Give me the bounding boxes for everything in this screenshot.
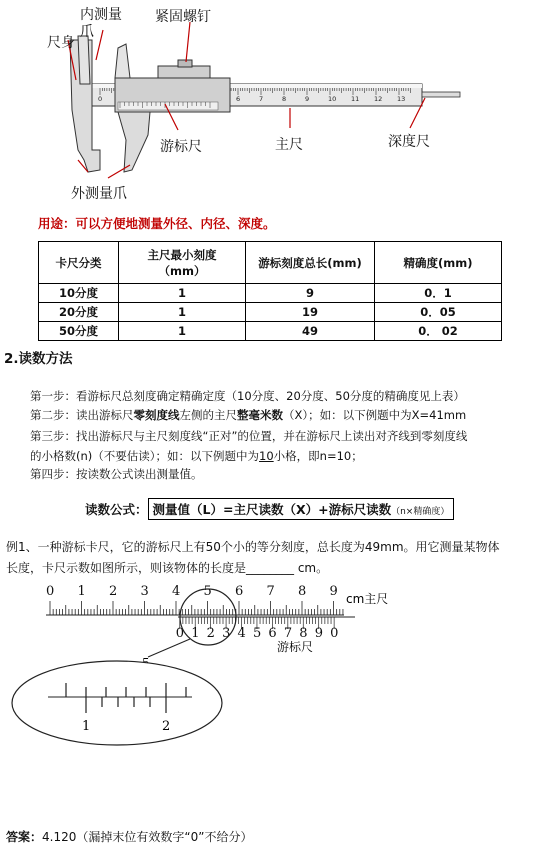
vernier-number: 0 (330, 626, 339, 641)
step-2-part: （X）；如：以下例题中为X=41mm (283, 408, 467, 422)
vernier-number: 2 (206, 626, 215, 641)
table-row (39, 322, 502, 341)
table-row (39, 303, 502, 322)
section-title: 2.读数方法 (4, 351, 73, 367)
vernier-number: 6 (268, 626, 277, 641)
precision-table (38, 241, 502, 341)
answer-label: 答案： (6, 830, 43, 844)
vernier-number: 4 (237, 626, 246, 641)
table-header-row (39, 242, 502, 284)
main-scale-number: 1 (77, 584, 86, 599)
main-scale-number: 12 (374, 95, 383, 103)
cell-min-division: 1 (119, 303, 246, 322)
cell-min-division: 1 (119, 322, 246, 341)
main-scale-number: 9 (329, 584, 338, 599)
main-scale-number: 13 (397, 95, 406, 103)
step-2-part: 左侧的主尺 (179, 408, 237, 422)
header-min-division: 主尺最小刻度 （mm） (119, 242, 246, 284)
cell-vernier-length: 49 (246, 322, 375, 341)
cell-precision: 0．1 (375, 284, 502, 303)
step-3-part: 小格，即n=10； (273, 449, 363, 463)
formula-body: 测量值（L）=主尺读数（X）+游标尺读数 (152, 502, 392, 517)
label-vernier: 游标尺 (160, 139, 202, 155)
example-line-1: 例1、一种游标卡尺，它的游标尺上有50个小的等分刻度，总长度为49mm。用它测量某物体 (6, 540, 500, 554)
main-scale-number: 6 (235, 584, 244, 599)
label-depth-rod: 深度尺 (388, 134, 430, 150)
zoom-label-1: 1 (82, 719, 91, 734)
label-body: 尺身 (47, 35, 75, 51)
step-2-emph: 整毫米数 (237, 408, 283, 422)
step-4: 第四步：按读数公式读出测量值。 (30, 467, 203, 481)
formula-label: 读数公式： (85, 502, 148, 517)
zoom-label-2: 2 (162, 719, 171, 734)
label-inner-jaw-2: 爪 (80, 24, 94, 40)
step-1: 第一步：看游标尺总刻度确定精确定度（10分度、20分度、50分度的精确度见上表） (30, 389, 465, 403)
cell-vernier-length: 19 (246, 303, 375, 322)
formula-tail: （n×精确度） (391, 507, 450, 517)
table-row (39, 284, 502, 303)
formula (85, 498, 454, 520)
step-2-emph: 零刻度线 (133, 408, 180, 422)
main-scale-number: 6 (236, 95, 241, 103)
example-part: 长度，卡尺示数如图所示，则该物体的长度是 (6, 561, 247, 575)
header-vernier-length: 游标刻度总长(mm) (246, 242, 375, 284)
cell-vernier-length: 9 (246, 284, 375, 303)
main-scale-unit: cm主尺 (346, 592, 389, 606)
vernier-number: 1 (191, 626, 200, 641)
vernier-number: 7 (283, 626, 293, 641)
label-inner-jaw: 内测量 (80, 7, 122, 23)
vernier-number: 9 (314, 626, 323, 641)
label-lock-screw: 紧固螺钉 (155, 9, 211, 25)
main-scale-number: 8 (282, 95, 287, 103)
main-scale-number: 3 (140, 584, 149, 599)
answer-blank: ________ (246, 561, 295, 575)
main-scale-number: 2 (109, 584, 118, 599)
usage-text: 用途：可以方便地测量外径、内径、深度。 (38, 216, 276, 231)
vernier-number: 3 (222, 626, 231, 641)
vernier-number: 8 (299, 626, 308, 641)
vernier-scale-label: 游标尺 (277, 640, 314, 654)
cell-type: 10分度 (39, 284, 119, 303)
main-scale-number: 7 (259, 95, 264, 103)
cell-type: 50分度 (39, 322, 119, 341)
step-2-part: 第二步：读出游标尺 (30, 408, 134, 422)
vernier-number: 0 (175, 626, 185, 641)
step-3-line1: 第三步：找出游标尺与主尺刻度线“正对”的位置，并在游标尺上读出对齐线到零刻度线 (30, 429, 468, 443)
example-line-2 (6, 559, 328, 576)
vernier-number: 5 (252, 626, 262, 641)
formula-box (148, 498, 455, 520)
main-scale-number: 5 (203, 584, 212, 599)
header-type: 卡尺分类 (39, 242, 119, 284)
step-3-line2 (30, 448, 363, 464)
cell-type: 20分度 (39, 303, 119, 322)
cell-min-division: 1 (119, 284, 246, 303)
example-part: cm。 (294, 561, 329, 575)
header-precision: 精确度(mm) (375, 242, 502, 284)
main-scale-number: 4 (172, 584, 181, 599)
main-scale-number: 7 (266, 584, 275, 599)
main-scale-number: 11 (351, 95, 360, 103)
answer-text: 4.120（漏掉末位有效数字“0”不给分） (42, 830, 253, 844)
answer (6, 828, 252, 845)
cell-precision: 0．05 (375, 303, 502, 322)
step-3-underlined: 10 (259, 449, 274, 463)
main-scale-number: 10 (328, 95, 337, 103)
label-main-scale: 主尺 (275, 137, 303, 153)
step-2 (30, 407, 466, 423)
main-scale-number: 0 (98, 95, 103, 103)
main-scale-number: 0 (46, 584, 55, 599)
step-3-part: 的小格数(n)（不要估读）；如：以下例题中为 (30, 449, 260, 463)
cell-precision: 0． 02 (375, 322, 502, 341)
main-scale-number: 8 (298, 584, 307, 599)
label-outer-jaw: 外测量爪 (71, 186, 127, 202)
main-scale-number: 9 (305, 95, 310, 103)
vernier-reading-figure (0, 575, 551, 755)
